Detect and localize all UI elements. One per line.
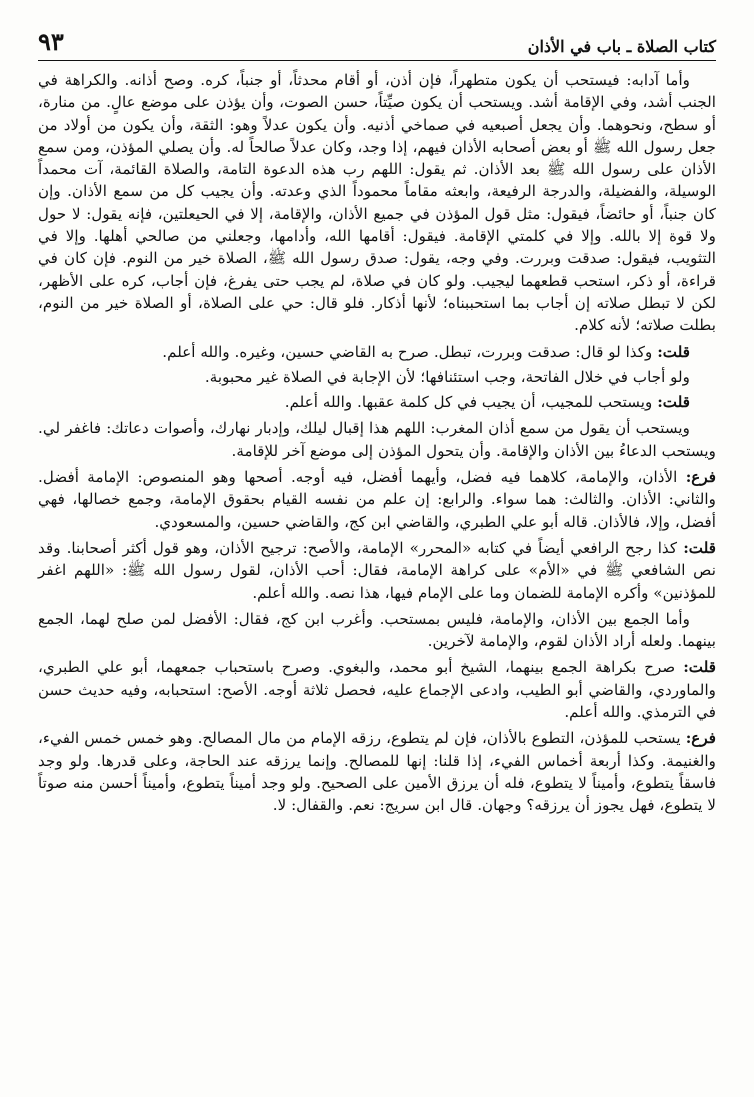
paragraph-fatiha: [38, 366, 716, 388]
qultu-label: قلت:: [683, 538, 716, 557]
paragraph-text: يستحب للمؤذن، التطوع بالأذان، فإن لم يتطوع، رزقه الإمام من مال المصالح. وهو خمس خمس الفيء، والغنيمة. وكذا أربعة أخماس الفيء، إذا قلنا: إنها للمصالح. وإنما يرزقه عند الحاجة، وعلى قدرها. ولو وجد فاسقاً يتطوع، وأميناً لا يتطوع، فله أن يرزق الأمين على الصحيح. ولو وجد أميناً يتطوع، وأميناً أحسن منه صوتاً لا يتطوع، فهل يجوز أن يرزقه؟ وجهان. قال ابن سريج: نعم. والقفال: لا.: [38, 729, 716, 815]
paragraph-text: ويستحب للمجيب، أن يجيب في كل كلمة عقبها. والله أعلم.: [284, 393, 653, 412]
far-label: فرع:: [685, 729, 717, 748]
paragraph-far-2: [38, 727, 716, 816]
paragraph-text: كذا رجح الرافعي أيضاً في كتابه «المحرر» الإمامة، والأصح: ترجيح الأذان، وهو قول أكثر أصحابنا. وقد نص الشافعي ﷺ في «الأم» على كراهة الإمامة، فقال: أحب الأذان، لقول رسول الله ﷺ: «اللهم اغفر للمؤذنين» وأكره الإمامة للضمان وما على الإمام فيها، هذا نصه. والله أعلم.: [38, 538, 716, 602]
header-rule: [38, 60, 716, 61]
paragraph-text: وأما آدابه: فيستحب أن يكون متطهراً، فإن أذن، أو أقام محدثاً، أو جنباً، كره. وصح أذانه. والكراهة في الجنب أشد، وفي الإقامة أشد. ويستحب أن يكون صيِّتاً، حسن الصوت، وأن يؤذن على موضع عالٍ. من منارة، أو سطح، ونحوهما. وأن يجعل أصبعيه في صماخي أذنيه. وأن يكون عدلاً وهو: الثقة، وأن يكون من أولاد من جعل رسول الله ﷺ أو بعض أصحابه الأذان فيهم، إذا وجد، وكان عدلاً صالحاً له. وأن يصلي المؤذن، ومن سمع الأذان على رسول الله ﷺ بعد الأذان. ثم يقول: اللهم رب هذه الدعوة التامة، والصلاة القائمة، آت محمداً الوسيلة، والفضيلة، والدرجة الرفيعة، وابعثه مقاماً محموداً الذي وعدته. وأن يجيب كل من سمع الأذان. وإن كان جنباً، أو حائضاً، فيقول: مثل قول المؤذن في جميع الأذان، والإقامة، إلا في الحيعلتين، فإنه يقول: لا حول ولا قوة إلا بالله. وإلا في كلمتي الإقامة. فيقول: أقامها الله، وأدامها، وجعلني من صالحي أهلها. وإلا في التثويب، فيقول: صدقت وبررت. وفي وجه، يقول: صدق رسول الله ﷺ، الصلاة خير من النوم. فإن كان في قراءة، أو ذكر، استحب قطعهما ليجيب. ولو كان في صلاة، لم يجب حتى يفرغ، فإن أجاب، كره على الأظهر، لكن لا تبطل صلاته إن أجاب بما استحببناه؛ لأنها أذكار. فلو قال: حي على الصلاة، أو الصلاة خير من النوم، بطلت صلاته؛ لأنه كلام.: [38, 71, 716, 335]
paragraph-adab: [38, 69, 716, 337]
paragraph-jam: [38, 608, 716, 653]
qultu-label: قلت:: [657, 393, 690, 412]
far-label: فرع:: [685, 468, 716, 487]
paragraph-maghrib: [38, 417, 716, 462]
page-number: ٩٣: [38, 27, 64, 56]
qultu-label: قلت:: [683, 658, 716, 677]
running-header: [38, 22, 716, 56]
paragraph-text: ولو أجاب في خلال الفاتحة، وجب استئنافها؛ لأن الإجابة في الصلاة غير محبوبة.: [204, 367, 690, 386]
paragraph-text: صرح بكراهة الجمع بينهما، الشيخ أبو محمد، والبغوي. وصرح باستحباب جمعهما، أبو علي الطبري، والماوردي، والقاضي أبو الطيب، وادعى الإجماع عليه، فحصل ثلاثة أوجه. الأصح: استحبابه، وفيه حديث حسن في الترمذي. والله أعلم.: [38, 658, 716, 722]
qultu-label: قلت:: [657, 342, 690, 361]
paragraph-text: ويستحب أن يقول من سمع أذان المغرب: اللهم هذا إقبال ليلك، وإدبار نهارك، وأصوات دعاتك: فاغفر لي. ويستحب الدعاءُ بين الأذان والإقامة. وأن يتحول المؤذن إلى موضع آخر للإقامة.: [38, 419, 716, 460]
paragraph-text: وأما الجمع بين الأذان، والإمامة، فليس بمستحب. وأغرب ابن كج، فقال: الأفضل لمن صلح لهما، الجمع بينهما. ولعله أراد الأذان لقوم، والإمامة لآخرين.: [38, 609, 716, 651]
running-title: كتاب الصلاة ـ باب في الأذان: [527, 37, 716, 56]
paragraph-qultu-2: [38, 391, 716, 413]
page-body: [38, 69, 716, 817]
paragraph-text: الأذان، والإمامة، كلاهما فيه فضل، وأيهما أفضل، فيه أوجه. أصحها وهو المنصوص: الإمامة أفضل. والثاني: الأذان. والثالث: هما سواء. والرابع: إن علم من نفسه القيام بحقوق الإمامة، وجمع خصالها، فهي أفضل، وإلا، فالأذان. قاله أبو علي الطبري، والقاضي ابن كج، والقاضي حسين، والمسعودي.: [38, 468, 716, 531]
paragraph-far-1: [38, 466, 716, 533]
paragraph-qultu-1: [38, 341, 716, 363]
paragraph-text: وكذا لو قال: صدقت وبررت، تبطل. صرح به القاضي حسين، وغيره. والله أعلم.: [162, 342, 653, 361]
paragraph-qultu-4: [38, 656, 716, 723]
paragraph-qultu-3: [38, 537, 716, 604]
